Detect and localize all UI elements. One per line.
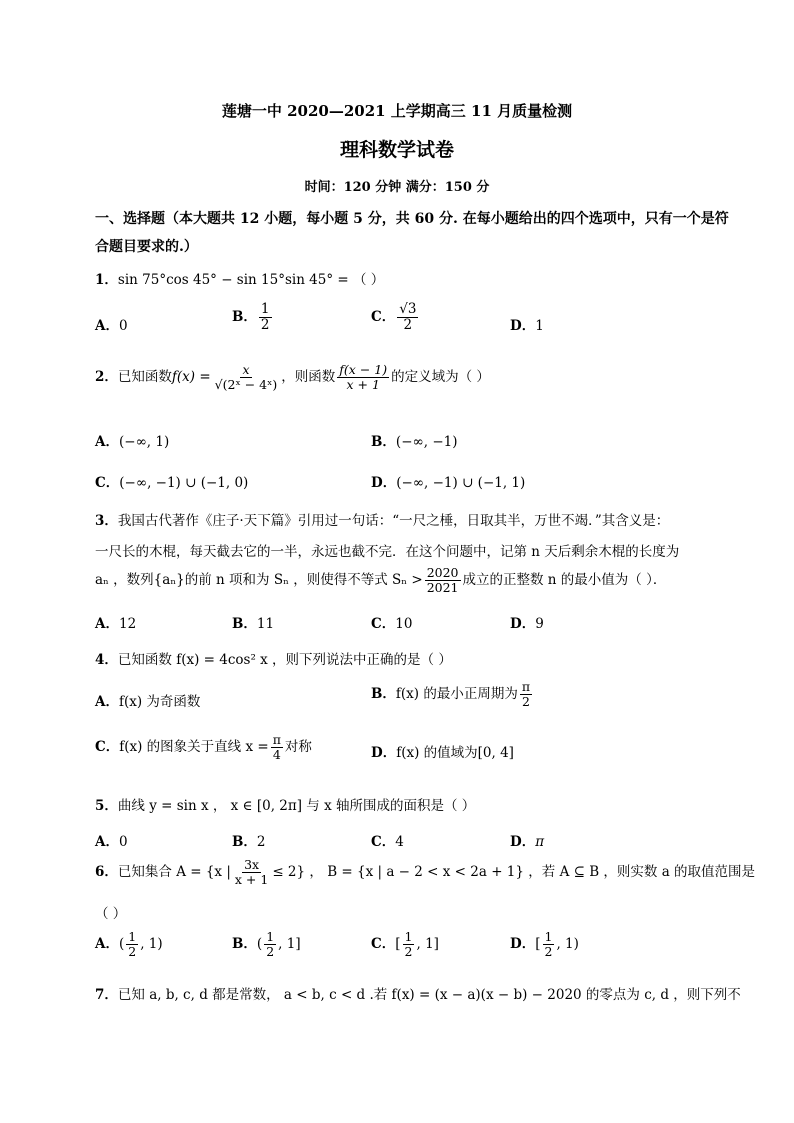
q5-option-b: B．2 [232,834,266,850]
q4-option-c: C．f(x) 的图象关于直线 x = $\frac{\pi}{4}$ 对称 [95,732,312,762]
question-6: 6．已知集合 A = {x | $\frac{3x}{x + 1}$ ≤ 2} ， B = {x | a − 2 < x < 2a + 1} ，若 A ⊆ B ，则实数 a 的取值范围是 [95,857,756,887]
section-heading-line2: 合题目要求的.） [95,239,198,255]
question-3-line2: 一尺长的木棍，每天截去它的一半，永远也截不完．在这个问题中，记第 n 天后剩余木棍的长度为 [95,544,680,560]
q5-option-c: C．4 [371,834,404,850]
question-5: 5．曲线 y = sin x ， x ∈ [0, 2π] 与 x 轴所围成的面积是（ ） [95,798,476,814]
question-3-line1: 3．我国古代著作《庄子·天下篇》引用过一句话：“一尺之棰，日取其半，万世不竭．”其含义是： [95,513,670,529]
q3-option-b: B．11 [232,616,275,632]
q1-option-d: D．1 [510,318,544,334]
q3-option-d: D．9 [510,616,544,632]
question-number: 1． [95,272,118,288]
q1-option-b: B． $\frac{1}{2}$ [232,301,270,333]
q4-option-d: D．f(x) 的值域为[0, 4] [371,745,514,761]
q6-option-a: A．( $\frac{1}{2}$ , 1) [95,929,163,959]
section-heading-line1: 一、选择题（本大题共 12 小题，每小题 5 分，共 60 分. 在每小题给出的四个选项中，只有一个是符 [95,211,729,227]
question-2: 2．已知函数f(x) = $\frac{x}{\text{√(2ˣ − 4ˣ)}}$ ，则函数 $\frac{f(x - 1)}{x + 1}$ 的定义域为（ ） [95,362,490,392]
question-1 [95,268,384,288]
q5-option-a: A．0 [95,834,128,850]
question-4: 4．已知函数 f(x) = 4cos² x ，则下列说法中正确的是（ ） [95,652,452,668]
q2-option-b: B．(−∞, −1) [371,434,458,450]
q3-option-c: C．10 [371,616,413,632]
school-line: 莲塘一中 2020—2021 上学期高三 11 月质量检测 [221,102,573,120]
q1-option-c: C． $\frac{√3}{2}$ [371,301,417,333]
q1-option-a: A．0 [95,318,128,334]
q2-option-d: D．(−∞, −1) ∪ (−1, 1) [371,475,526,491]
q4-option-a: A．f(x) 为奇函数 [95,694,201,710]
q5-option-d: D．π [510,834,545,850]
page-title: 理科数学试卷 [339,139,454,161]
q6-option-b: B．( $\frac{1}{2}$ , 1] [232,929,301,959]
q2-option-c: C．(−∞, −1) ∪ (−1, 0) [95,475,249,491]
q4-option-b: B．f(x) 的最小正周期为 $\frac{\pi}{2}$ [371,679,531,709]
question-7: 7．已知 a, b, c, d 都是常数， a < b, c < d .若 f(x) = (x − a)(x − b) − 2020 的零点为 c, d ，则下列不 [95,987,741,1003]
question-6-line2: （ ） [95,906,127,922]
q3-option-a: A．12 [95,616,137,632]
q6-option-d: D．[ $\frac{1}{2}$ , 1) [510,929,579,959]
q6-option-c: C．[ $\frac{1}{2}$ , 1] [371,929,439,959]
time-info: 时间：120 分钟 满分：150 分 [304,180,490,195]
q2-option-a: A．(−∞, 1) [95,434,170,450]
question-3-line3: aₙ ，数列{aₙ}的前 n 项和为 Sₙ ，则使得不等式 Sₙ > $\frac{2020}{2021}$ 成立的正整数 n 的最小值为（ ）． [95,565,667,595]
question-stem: sin 75°cos 45° − sin 15°sin 45° = （ ） [117,272,385,288]
